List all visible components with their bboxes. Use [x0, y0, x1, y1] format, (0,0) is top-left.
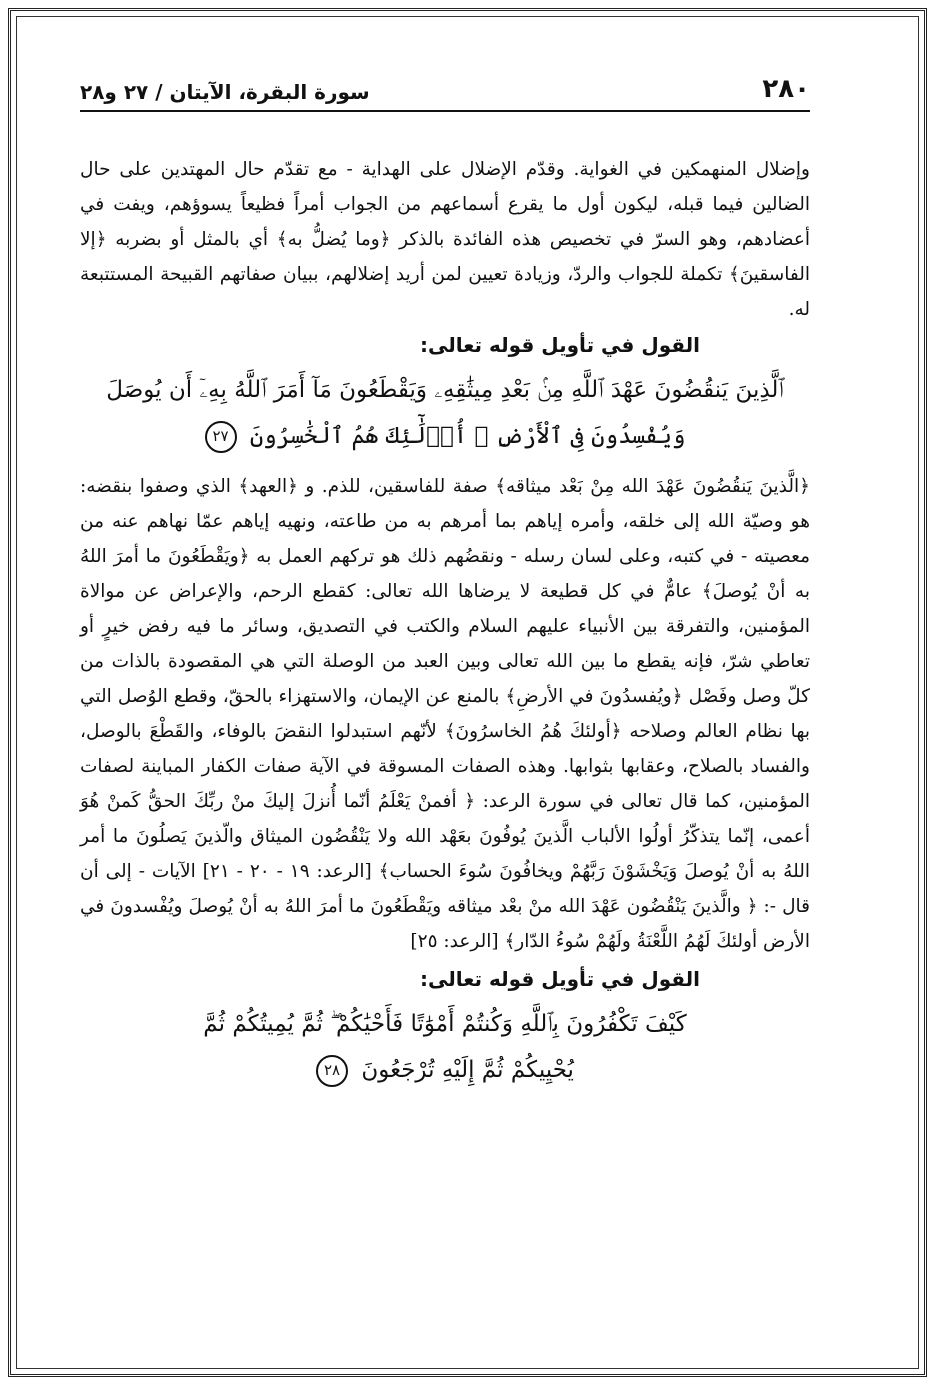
verse-28-line-2-text: يُحْيِيكُمْ ثُمَّ إِلَيْهِ تُرْجَعُونَ — [361, 1057, 574, 1083]
running-title: سورة البقرة، الآيتان / ٢٧ و٢٨ — [80, 80, 370, 104]
verse-28-line-2 — [80, 1047, 810, 1093]
page-header — [80, 70, 810, 112]
quran-verse-28 — [80, 1001, 810, 1093]
paragraph-commentary: ﴿الَّذينَ يَنقُضُونَ عَهْدَ الله مِنْ بَعْد ميثاقه﴾ صفة للفاسقين، للذم. و ﴿العهد﴾ الذي وصفوا بنقضه: هو وصيّة الله إلى خلقه، وأمره إياهم بما أمرهم به من طاعته، ونهيه إياهم عمّا نهاهم عنه من معصيته - في كتبه، وعلى لسان رسله - ونقضُهم ذلك هو تركهم العمل به ﴿ويَقْطَعُونَ ما أمرَ اللهُ به أنْ يُوصلَ﴾ عامٌّ في كل قطيعة لا يرضاها الله تعالى: كقطع الرحم، والإعراض عن موالاة المؤمنين، والتفرقة بين الأنبياء عليهم السلام والكتب في التصديق، وسائر ما فيه رفض خيرٍ أو تعاطي شرّ، فإنه يقطع ما بين الله تعالى وبين العبد من الوصلة التي هي المقصودة بالذات من كلّ وصل وفَصْل ﴿ويُفسدُونَ في الأرضِ﴾ بالمنع عن الإيمان، والاستهزاء بالحقّ، وقطع الوُصل التي بها نظام العالم وصلاحه ﴿أولئكَ هُمُ الخاسرُونَ﴾ لأنّهم استبدلوا النقضَ بالوفاء، والقَطْعَ بالوصل، والفساد بالصلاح، وعقابها بثوابها. وهذه الصفات المسوقة في الآية صفات الكفار المباينة لصفات المؤمنين، كما قال تعالى في سورة الرعد: ﴿ أفمنْ يَعْلَمُ أنّما أُنزلَ إليكَ منْ ربِّكَ الحقُّ كَمنْ هُوَ أعمى، إنّما يتذكّرُ أولُوا الألباب الَّذينَ يُوفُونَ بعَهْد الله ولا يَنْقُضُون الميثاق والّذينَ يَصلُونَ ما أمر اللهُ به أنْ يُوصلَ وَيَخْشَوْنَ رَبَّهُمْ ويخافُونَ سُوءَ الحساب﴾ [الرعد: ١٩ - ٢٠ - ٢١] الآيات - إلى أن قال -: ﴿ والَّذينَ يَنْقُضُون عَهْدَ الله منْ بعْد ميثاقه ويَقْطَعُونَ ما أمرَ اللهُ به أنْ يُوصلَ ويُفْسدونَ في الأرض أولئكَ لَهُمُ اللَّعْنَةُ ولَهُمْ سُوءُ الدّار﴾ [الرعد: ٢٥] — [80, 476, 810, 952]
verse-28-line-1: كَيْفَ تَكْفُرُونَ بِٱللَّهِ وَكُنتُمْ أَمْوَٰتًا فَأَحْيَٰكُمْ ۖ ثُمَّ يُمِيتُكُمْ ثُمَّ — [203, 1011, 687, 1037]
book-page — [80, 60, 810, 1310]
quran-verse-27 — [80, 367, 810, 459]
ayah-number-badge: ٢٧ — [205, 421, 237, 453]
section-heading-2: القول في تأويل قوله تعالى: — [420, 967, 700, 991]
paragraph-intro: وإضلال المنهمكين في الغواية. وقدّم الإضلال على الهداية - مع تقدّم حال المهتدين على حال الضالين فيما قبله، ليكون أول ما يقرع أسماعهم من الجواب أمراً فظيعاً يسوؤهم، ويفت في أعضادهم، وهو السرّ في تخصيص هذه الفائدة بالذكر ﴿وما يُضلُّ به﴾ أي بالمثل أو بضربه ﴿إلا الفاسقينَ﴾ تكملة للجواب والردّ، وزيادة تعيين لمن أريد إضلالهم، ببيان صفاتهم القبيحة المستتبعة له. — [80, 159, 810, 320]
verse-27-line-1: ٱلَّذِينَ يَنقُضُونَ عَهْدَ ٱللَّهِ مِنۢ بَعْدِ مِيثَٰقِهِۦ وَيَقْطَعُونَ مَآ أَمَرَ ٱللَّهُ بِهِۦٓ أَن يُوصَلَ — [106, 377, 784, 403]
section-heading-1: القول في تأويل قوله تعالى: — [420, 333, 700, 357]
verse-27-line-2 — [80, 413, 810, 459]
page-content — [80, 152, 810, 1103]
ayah-number-badge: ٢٨ — [316, 1055, 348, 1087]
verse-27-line-2-text: وَيُفْسِدُونَ فِى ٱلْأَرْضِ ۚ أُو۟لَٰٓئِكَ هُمُ ٱلْخَٰسِرُونَ — [249, 423, 686, 449]
page-number: ٢٨٠ — [762, 74, 810, 104]
